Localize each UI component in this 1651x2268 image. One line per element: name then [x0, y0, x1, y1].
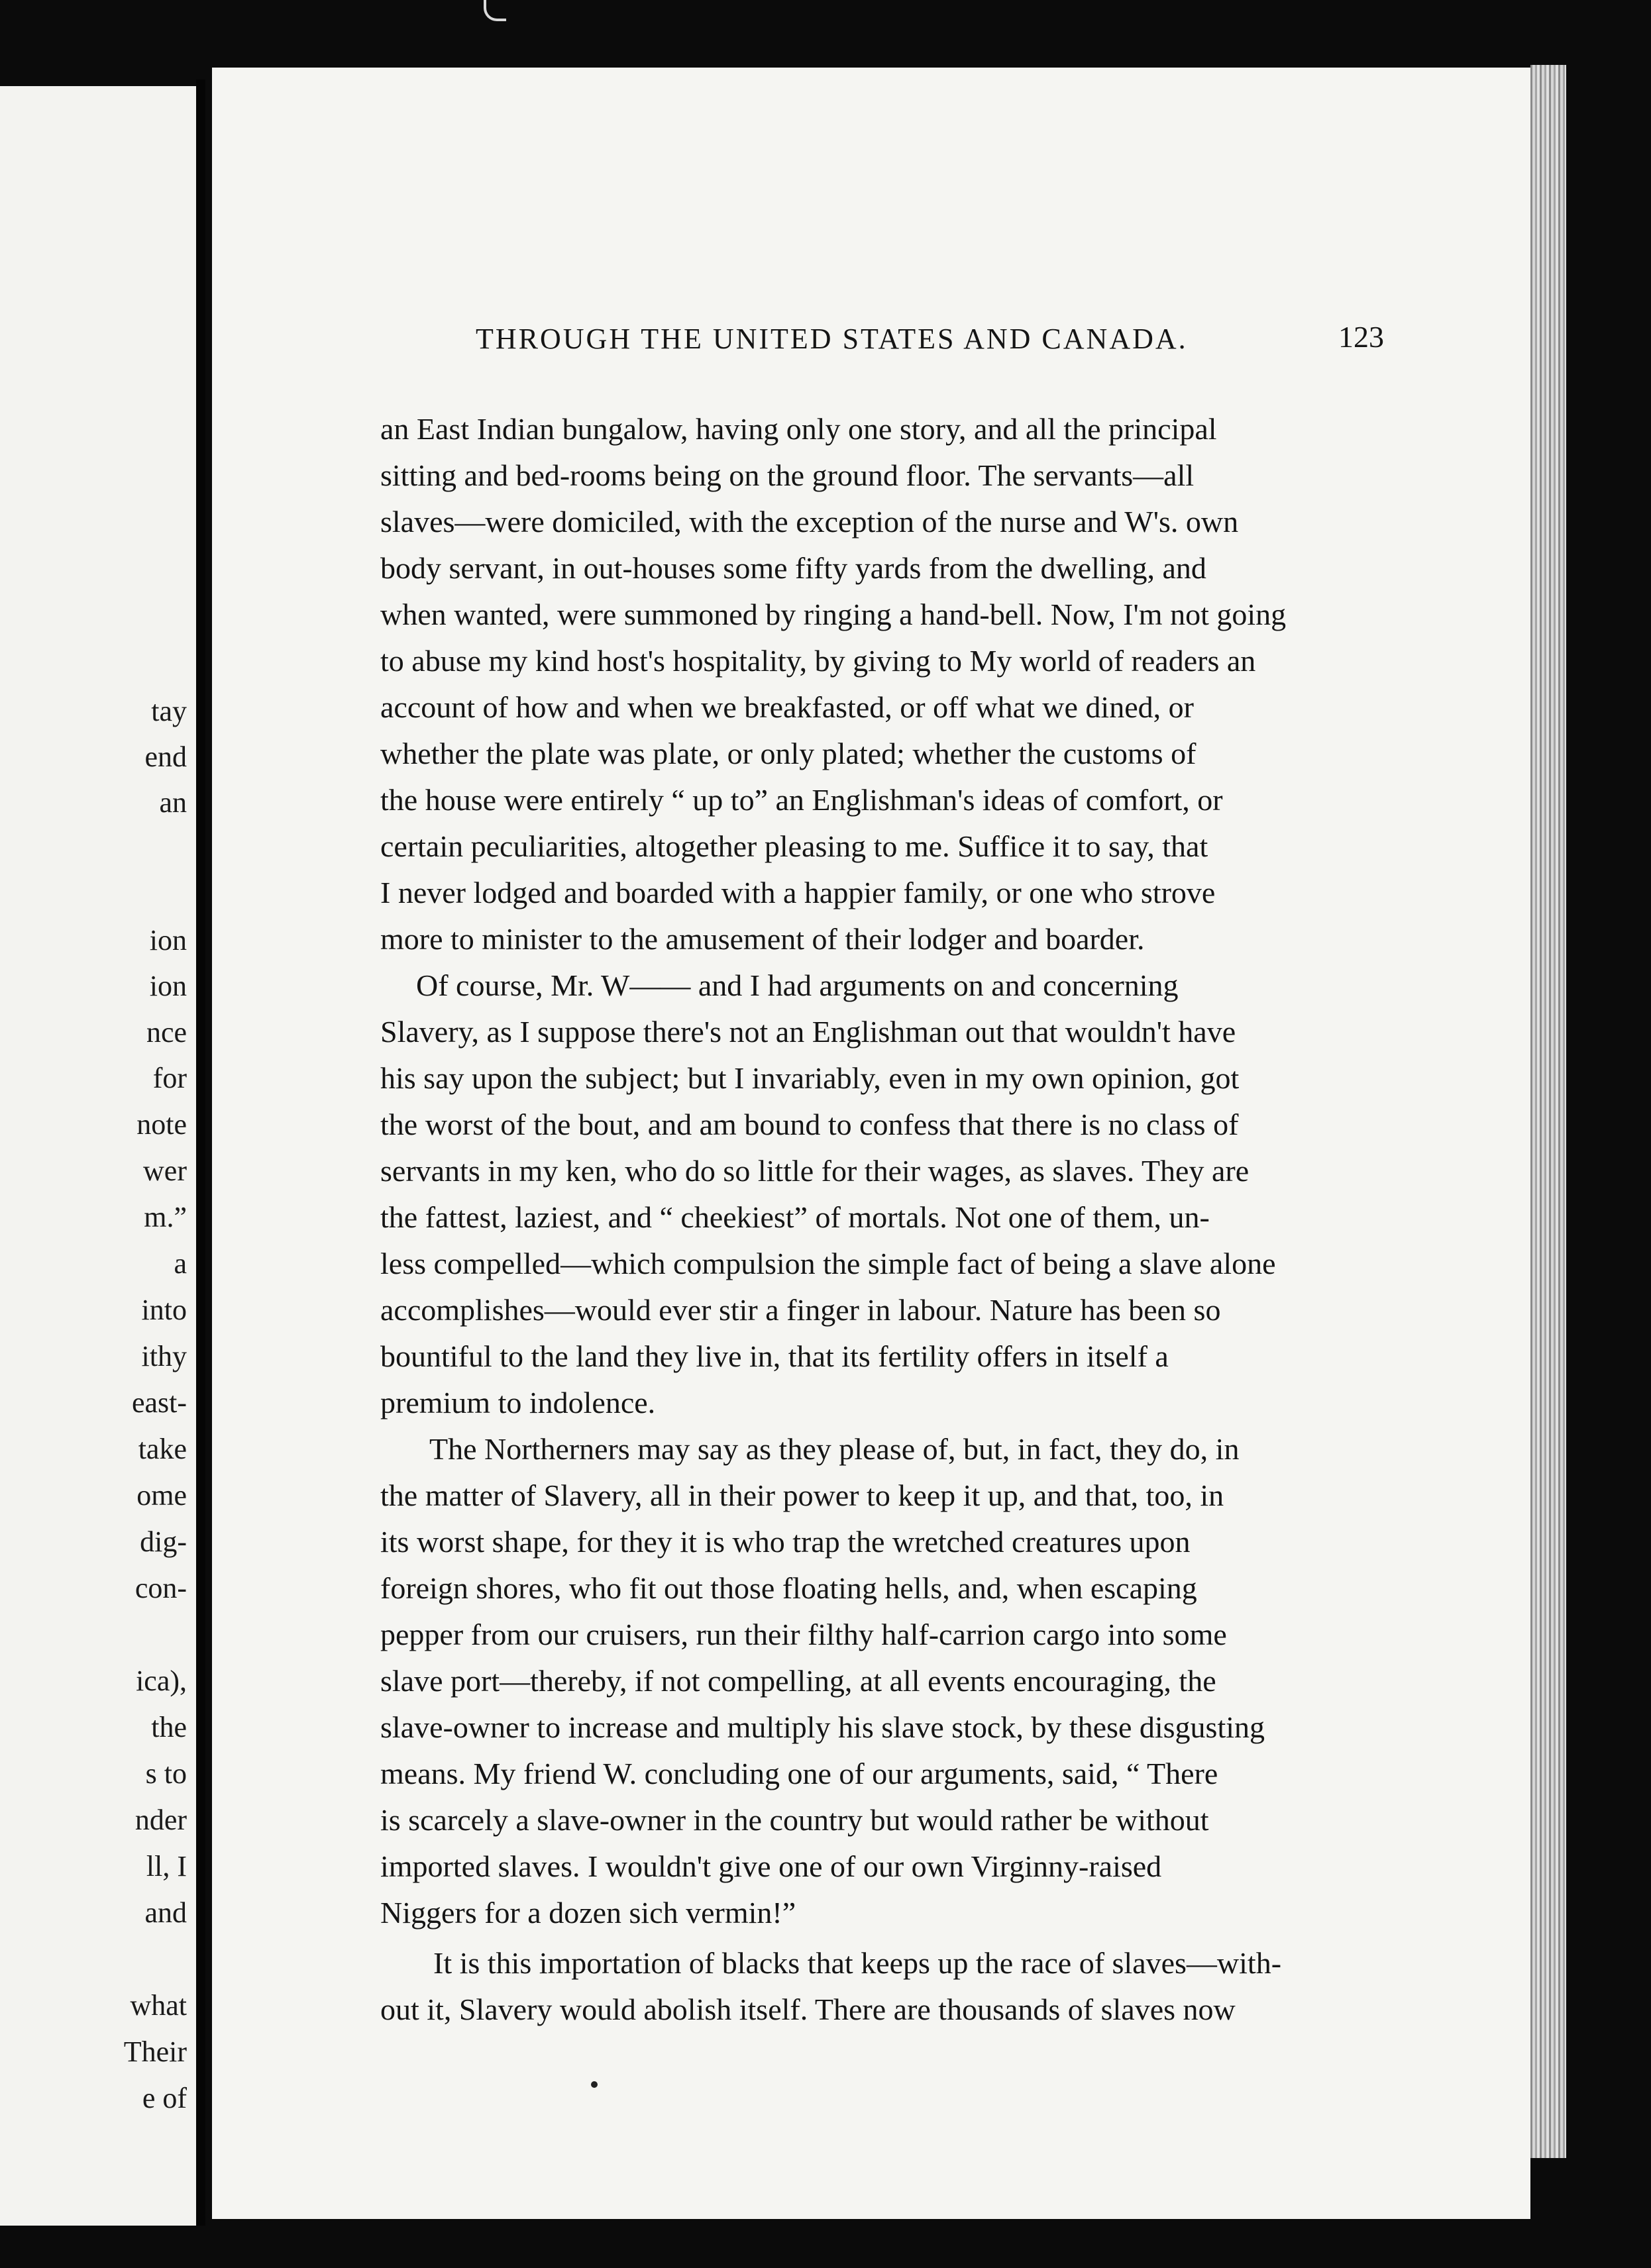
book-page — [212, 68, 1530, 2219]
left-page-fragment: Their — [123, 2036, 187, 2068]
text-line: the fattest, laziest, and “ cheekiest” of mortals. Not one of them, un- — [380, 1200, 1210, 1234]
text-line: slaves—were domiciled, with the exception of the nurse and W's. own — [380, 505, 1239, 539]
running-head-title: THROUGH THE UNITED STATES AND CANADA. — [476, 323, 1188, 355]
left-page-fragment: nder — [134, 1804, 187, 1836]
text-line: foreign shores, who fit out those floating hells, and, when escaping — [380, 1571, 1197, 1605]
left-page-fragment: east- — [131, 1386, 187, 1419]
text-line: servants in my ken, who do so little for their wages, as slaves. They are — [380, 1154, 1250, 1188]
text-line: accomplishes—would ever stir a finger in labour. Nature has been so — [380, 1293, 1221, 1327]
left-page-fragment: con- — [134, 1572, 187, 1604]
text-line: whether the plate was plate, or only plated; whether the customs of — [380, 737, 1197, 770]
text-line: an East Indian bungalow, having only one story, and all the principal — [380, 412, 1217, 446]
left-page-fragment: an — [159, 786, 187, 819]
text-line: his say upon the subject; but I invariably, even in my own opinion, got — [380, 1061, 1240, 1095]
text-line: the house were entirely “ up to” an Englishman's ideas of comfort, or — [380, 783, 1223, 817]
text-line: more to minister to the amusement of their lodger and boarder. — [380, 922, 1145, 956]
text-line: less compelled—which compulsion the simple fact of being a slave alone — [380, 1247, 1276, 1280]
left-page-fragment: take — [138, 1433, 187, 1465]
left-page-fragment: ion — [149, 970, 187, 1002]
text-line: to abuse my kind host's hospitality, by giving to My world of readers an — [380, 644, 1256, 678]
left-page-fragment: ica), — [136, 1665, 187, 1697]
left-page-fragment: m.” — [144, 1201, 187, 1233]
paragraph-start-line: It is this importation of blacks that keeps up the race of slaves—with- — [433, 1946, 1282, 1980]
book-gutter — [196, 79, 205, 2226]
left-page-fragment: ome — [136, 1479, 187, 1512]
text-line: its worst shape, for they it is who trap the wretched creatures upon — [380, 1525, 1191, 1559]
text-line: is scarcely a slave-owner in the country but would rather be without — [380, 1803, 1209, 1837]
paragraph-start-line: Of course, Mr. W—— and I had arguments on and concerning — [416, 968, 1179, 1002]
text-line: Niggers for a dozen sich vermin!” — [380, 1896, 796, 1930]
left-page-fragment: ithy — [141, 1340, 187, 1372]
text-line: I never lodged and boarded with a happier family, or one who strove — [380, 876, 1216, 909]
left-page-fragment: tay — [151, 695, 187, 727]
left-page-fragment: the — [151, 1711, 187, 1743]
text-line: premium to indolence. — [380, 1386, 656, 1419]
left-page-fragment: ion — [149, 924, 187, 956]
text-line: the matter of Slavery, all in their power to keep it up, and that, too, in — [380, 1478, 1224, 1512]
text-line: account of how and when we breakfasted, or off what we dined, or — [380, 690, 1194, 724]
ink-dot — [591, 2081, 598, 2088]
paragraph-start-line: The Northerners may say as they please of, but, in fact, they do, in — [429, 1432, 1240, 1466]
left-page-fragment: wer — [143, 1155, 187, 1187]
text-line: pepper from our cruisers, run their filthy half-carrion cargo into some — [380, 1618, 1227, 1651]
text-line: body servant, in out-houses some fifty yards from the dwelling, and — [380, 551, 1206, 585]
left-page-fragment: and — [144, 1896, 187, 1929]
left-page-fragment: a — [174, 1247, 187, 1280]
text-line: the worst of the bout, and am bound to confess that there is no class of — [380, 1108, 1239, 1141]
left-page-fragment: dig- — [140, 1525, 187, 1558]
text-line: imported slaves. I wouldn't give one of our own Virginny-raised — [380, 1849, 1162, 1883]
left-page-fragment: for — [152, 1062, 187, 1094]
left-page-fragment: what — [130, 1989, 187, 2022]
left-page-fragment: nce — [146, 1016, 187, 1049]
text-line: slave port—thereby, if not compelling, at all events encouraging, the — [380, 1664, 1216, 1698]
left-page-fragment: end — [144, 741, 187, 773]
text-line: slave-owner to increase and multiply his slave stock, by these disgusting — [380, 1710, 1265, 1744]
page-edges — [1530, 65, 1566, 2158]
left-page-fragment: e of — [142, 2082, 187, 2114]
text-line: Slavery, as I suppose there's not an Englishman out that wouldn't have — [380, 1015, 1236, 1049]
text-line: means. My friend W. concluding one of our arguments, said, “ There — [380, 1757, 1218, 1790]
text-line: sitting and bed-rooms being on the ground floor. The servants—all — [380, 458, 1195, 492]
left-page-fragment: s to — [145, 1757, 187, 1790]
left-page-fragment: ll, I — [146, 1850, 187, 1882]
text-line: certain peculiarities, altogether pleasing to me. Suffice it to say, that — [380, 829, 1208, 863]
text-line: out it, Slavery would abolish itself. There are thousands of slaves now — [380, 1992, 1236, 2026]
left-page-fragment: into — [141, 1294, 187, 1326]
scan-artifact — [484, 0, 506, 21]
text-line: bountiful to the land they live in, that its fertility offers in itself a — [380, 1339, 1169, 1373]
text-line: when wanted, were summoned by ringing a hand-bell. Now, I'm not going — [380, 597, 1287, 631]
page-number: 123 — [1338, 320, 1384, 354]
left-facing-page — [0, 86, 196, 2226]
left-page-fragment: note — [136, 1108, 187, 1141]
